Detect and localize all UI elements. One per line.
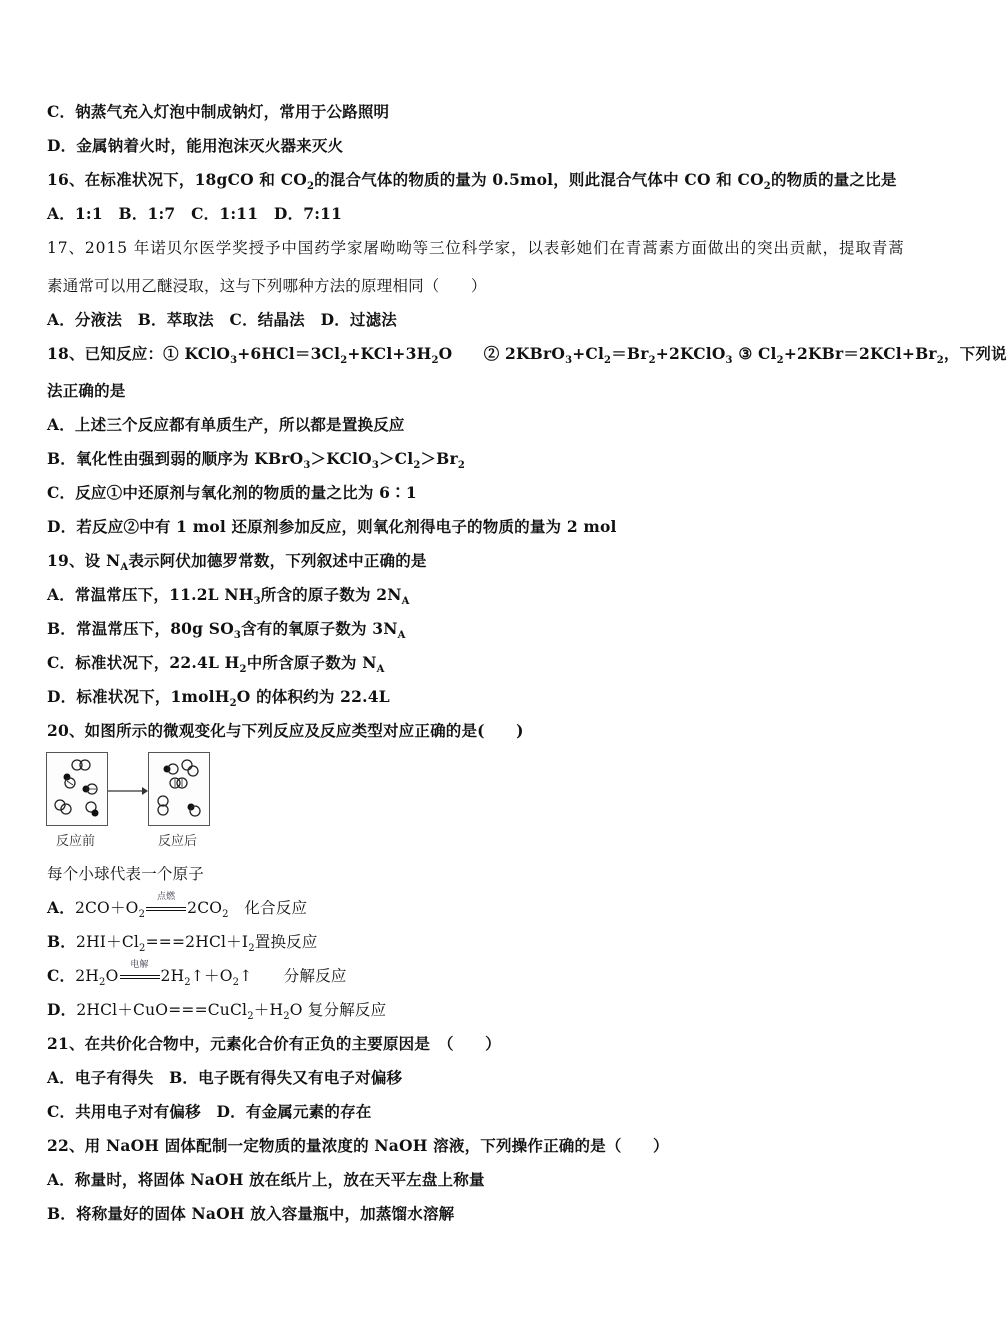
q18-option-b bbox=[47, 449, 465, 469]
text: D．金属钠着火时，能用泡沫灭火器来灭火 bbox=[47, 136, 344, 155]
text: A．电子有得失 B．电子既有得失又有电子对偏移 bbox=[47, 1068, 403, 1087]
text: A．上述三个反应都有单质生产，所以都是置换反应 bbox=[47, 415, 405, 434]
question-20 bbox=[47, 721, 524, 741]
subscript: 3 bbox=[303, 460, 311, 471]
subscript: 2 bbox=[248, 943, 255, 954]
text: 2HI＋Cl bbox=[76, 933, 140, 951]
arrow-icon bbox=[108, 786, 148, 796]
subscript: 2 bbox=[222, 909, 229, 920]
text: 置换反应 bbox=[254, 933, 318, 951]
text: ＞Cl bbox=[378, 449, 414, 468]
text: 的物质的量之比是 bbox=[770, 170, 897, 189]
subscript: 3 bbox=[253, 596, 261, 607]
text: 素通常可以用乙醚浸取，这与下列哪种方法的原理相同（ ） bbox=[47, 277, 487, 295]
subscript: 2 bbox=[431, 355, 439, 366]
text: O 的体积约为 22.4L bbox=[236, 687, 390, 706]
text: 法正确的是 bbox=[47, 381, 126, 400]
text: 2CO bbox=[187, 899, 223, 917]
subscript: 2 bbox=[247, 1011, 254, 1022]
subscript: 3 bbox=[233, 630, 242, 641]
subscript: 2 bbox=[340, 355, 348, 366]
text: 21、在共价化合物中，元素化合价有正负的主要原因是 （ ） bbox=[47, 1034, 501, 1053]
text: 17、2015 年诺贝尔医学奖授予中国药学家屠呦呦等三位科学家，以表彰她们在青蒿素方面做出的突出贡献，提取青蒿 bbox=[47, 239, 905, 257]
subscript: 2 bbox=[99, 977, 106, 988]
before-box bbox=[46, 752, 108, 826]
subscript: A bbox=[401, 596, 410, 607]
q22-option-b bbox=[47, 1204, 454, 1224]
caption-after: 反应后 bbox=[158, 834, 198, 849]
question-18-line2 bbox=[47, 381, 126, 401]
condition-mark bbox=[119, 960, 161, 986]
text: 18、已知反应：① KClO bbox=[47, 344, 231, 363]
text: 2CO＋O bbox=[74, 899, 139, 917]
equals-bar bbox=[146, 907, 186, 911]
subscript: 2 bbox=[138, 909, 146, 920]
text: 表示阿伏加德罗常数，下列叙述中正确的是 bbox=[128, 551, 427, 570]
condition-text: 点燃 bbox=[156, 892, 176, 902]
subscript: 3 bbox=[565, 355, 573, 366]
subscript: 3 bbox=[371, 460, 379, 471]
subscript: 2 bbox=[184, 977, 191, 988]
text: A．1:1 B．1:7 C．1:11 D．7:11 bbox=[47, 204, 343, 223]
text: ↑ 分解反应 bbox=[239, 967, 347, 985]
q19-option-b bbox=[47, 619, 406, 639]
q20-note bbox=[47, 864, 204, 884]
text: ＋H bbox=[253, 1001, 284, 1019]
condition-mark bbox=[145, 892, 187, 918]
text: +Cl bbox=[572, 344, 605, 363]
text: 22、用 NaOH 固体配制一定物质的量浓度的 NaOH 溶液，下列操作正确的是（ ） bbox=[47, 1136, 669, 1155]
text: B．氧化性由强到弱的顺序为 KBrO bbox=[47, 449, 304, 468]
question-19 bbox=[47, 551, 427, 571]
subscript: 2 bbox=[306, 181, 315, 192]
caption-before: 反应前 bbox=[56, 834, 96, 849]
text: ＞Br bbox=[420, 449, 458, 468]
q18-option-c bbox=[47, 483, 417, 503]
question-16 bbox=[47, 170, 897, 190]
molecule-diagram-before bbox=[47, 753, 107, 825]
q18-option-a bbox=[47, 415, 405, 435]
text: A． bbox=[47, 898, 75, 917]
q19-option-c bbox=[47, 653, 385, 673]
q20-option-b bbox=[47, 932, 318, 952]
q16-options bbox=[47, 204, 342, 224]
subscript: A bbox=[120, 562, 129, 573]
q20-option-d bbox=[47, 1000, 386, 1020]
text: A．常温常压下，11.2L NH bbox=[47, 585, 254, 604]
text: O ② 2KBrO bbox=[438, 344, 566, 363]
text: O bbox=[105, 967, 119, 985]
q18-option-d bbox=[47, 517, 617, 537]
subscript: A bbox=[376, 664, 385, 675]
text: C．反应①中还原剂与氧化剂的物质的量之比为 6∶1 bbox=[47, 483, 417, 502]
question-17-line1 bbox=[47, 238, 905, 258]
subscript: 2 bbox=[776, 355, 784, 366]
text: 20、如图所示的微观变化与下列反应及反应类型对应正确的是( ) bbox=[47, 721, 524, 740]
reaction-figure bbox=[46, 752, 216, 850]
subscript: 2 bbox=[232, 977, 240, 988]
subscript: 2 bbox=[936, 355, 944, 366]
q15-option-d bbox=[47, 136, 343, 156]
text: 的混合气体的物质的量为 0.5mol，则此混合气体中 CO 和 CO bbox=[314, 170, 764, 189]
text: ===2HCl＋I bbox=[145, 933, 249, 951]
text: 含有的氧原子数为 3N bbox=[241, 619, 398, 638]
subscript: 2 bbox=[763, 181, 771, 192]
text: ↑＋O bbox=[190, 967, 233, 985]
subscript: 2 bbox=[239, 664, 247, 675]
subscript: A bbox=[397, 630, 406, 641]
text: A．分液法 B．萃取法 C．结晶法 D．过滤法 bbox=[47, 310, 398, 329]
q20-option-a bbox=[47, 892, 308, 920]
text: 所含的原子数为 2N bbox=[260, 585, 402, 604]
subscript: 2 bbox=[229, 698, 237, 709]
text: +2KBr＝2KCl+Br bbox=[783, 344, 937, 363]
text: C．钠蒸气充入灯泡中制成钠灯，常用于公路照明 bbox=[47, 102, 390, 121]
text: 2H bbox=[75, 967, 100, 985]
text: 16、在标准状况下，18gCO 和 CO bbox=[47, 170, 307, 189]
text: +KCl+3H bbox=[347, 344, 432, 363]
text: 化合反应 bbox=[228, 899, 308, 917]
question-21 bbox=[47, 1034, 501, 1054]
subscript: 2 bbox=[139, 943, 146, 954]
subscript: 2 bbox=[413, 460, 421, 471]
text: D．标准状况下，1molH bbox=[47, 687, 230, 706]
text: 2H bbox=[160, 967, 185, 985]
text: O 复分解反应 bbox=[289, 1001, 387, 1019]
text: +6HCl＝3Cl bbox=[237, 344, 341, 363]
subscript: 2 bbox=[648, 355, 656, 366]
text: D． bbox=[47, 1000, 77, 1019]
text: B． bbox=[47, 932, 77, 951]
subscript: 3 bbox=[725, 355, 733, 366]
subscript: 3 bbox=[230, 355, 238, 366]
molecule-diagram-after bbox=[149, 753, 209, 825]
q20-option-c bbox=[47, 960, 347, 988]
text: 中所含原子数为 N bbox=[246, 653, 377, 672]
text: 每个小球代表一个原子 bbox=[47, 865, 205, 883]
text: +2KClO bbox=[655, 344, 726, 363]
text: ＞KClO bbox=[310, 449, 372, 468]
after-box bbox=[148, 752, 210, 826]
q21-options-2 bbox=[47, 1102, 371, 1122]
text: C．共用电子对有偏移 D．有金属元素的存在 bbox=[47, 1102, 372, 1121]
q19-option-a bbox=[47, 585, 410, 605]
text: ③ Cl bbox=[738, 344, 777, 363]
q17-options bbox=[47, 310, 397, 330]
condition-text: 电解 bbox=[130, 960, 149, 970]
q22-option-a bbox=[47, 1170, 485, 1190]
equals-bar bbox=[120, 975, 160, 979]
text: D．若反应②中有 1 mol 还原剂参加反应，则氧化剂得电子的物质的量为 2 mol bbox=[47, 517, 617, 536]
question-17-line2 bbox=[47, 276, 487, 296]
text: 19、设 N bbox=[47, 551, 121, 570]
q15-option-c bbox=[47, 102, 389, 122]
subscript: 2 bbox=[457, 460, 466, 471]
q21-options-1 bbox=[47, 1068, 402, 1088]
question-22 bbox=[47, 1136, 669, 1156]
text: 2HCl＋CuO===CuCl bbox=[76, 1001, 248, 1019]
text: B．将称量好的固体 NaOH 放入容量瓶中，加蒸馏水溶解 bbox=[47, 1204, 455, 1223]
subscript: 2 bbox=[283, 1011, 290, 1022]
text: ，下列说 bbox=[943, 344, 1007, 363]
text: C．标准状况下，22.4L H bbox=[47, 653, 240, 672]
text: C． bbox=[47, 966, 76, 985]
question-18-line1 bbox=[47, 344, 1007, 364]
text: A．称量时，将固体 NaOH 放在纸片上，放在天平左盘上称量 bbox=[47, 1170, 485, 1189]
text: ＝Br bbox=[611, 344, 649, 363]
subscript: 2 bbox=[604, 355, 612, 366]
text: B．常温常压下，80g SO bbox=[47, 619, 234, 638]
q19-option-d bbox=[47, 687, 390, 707]
